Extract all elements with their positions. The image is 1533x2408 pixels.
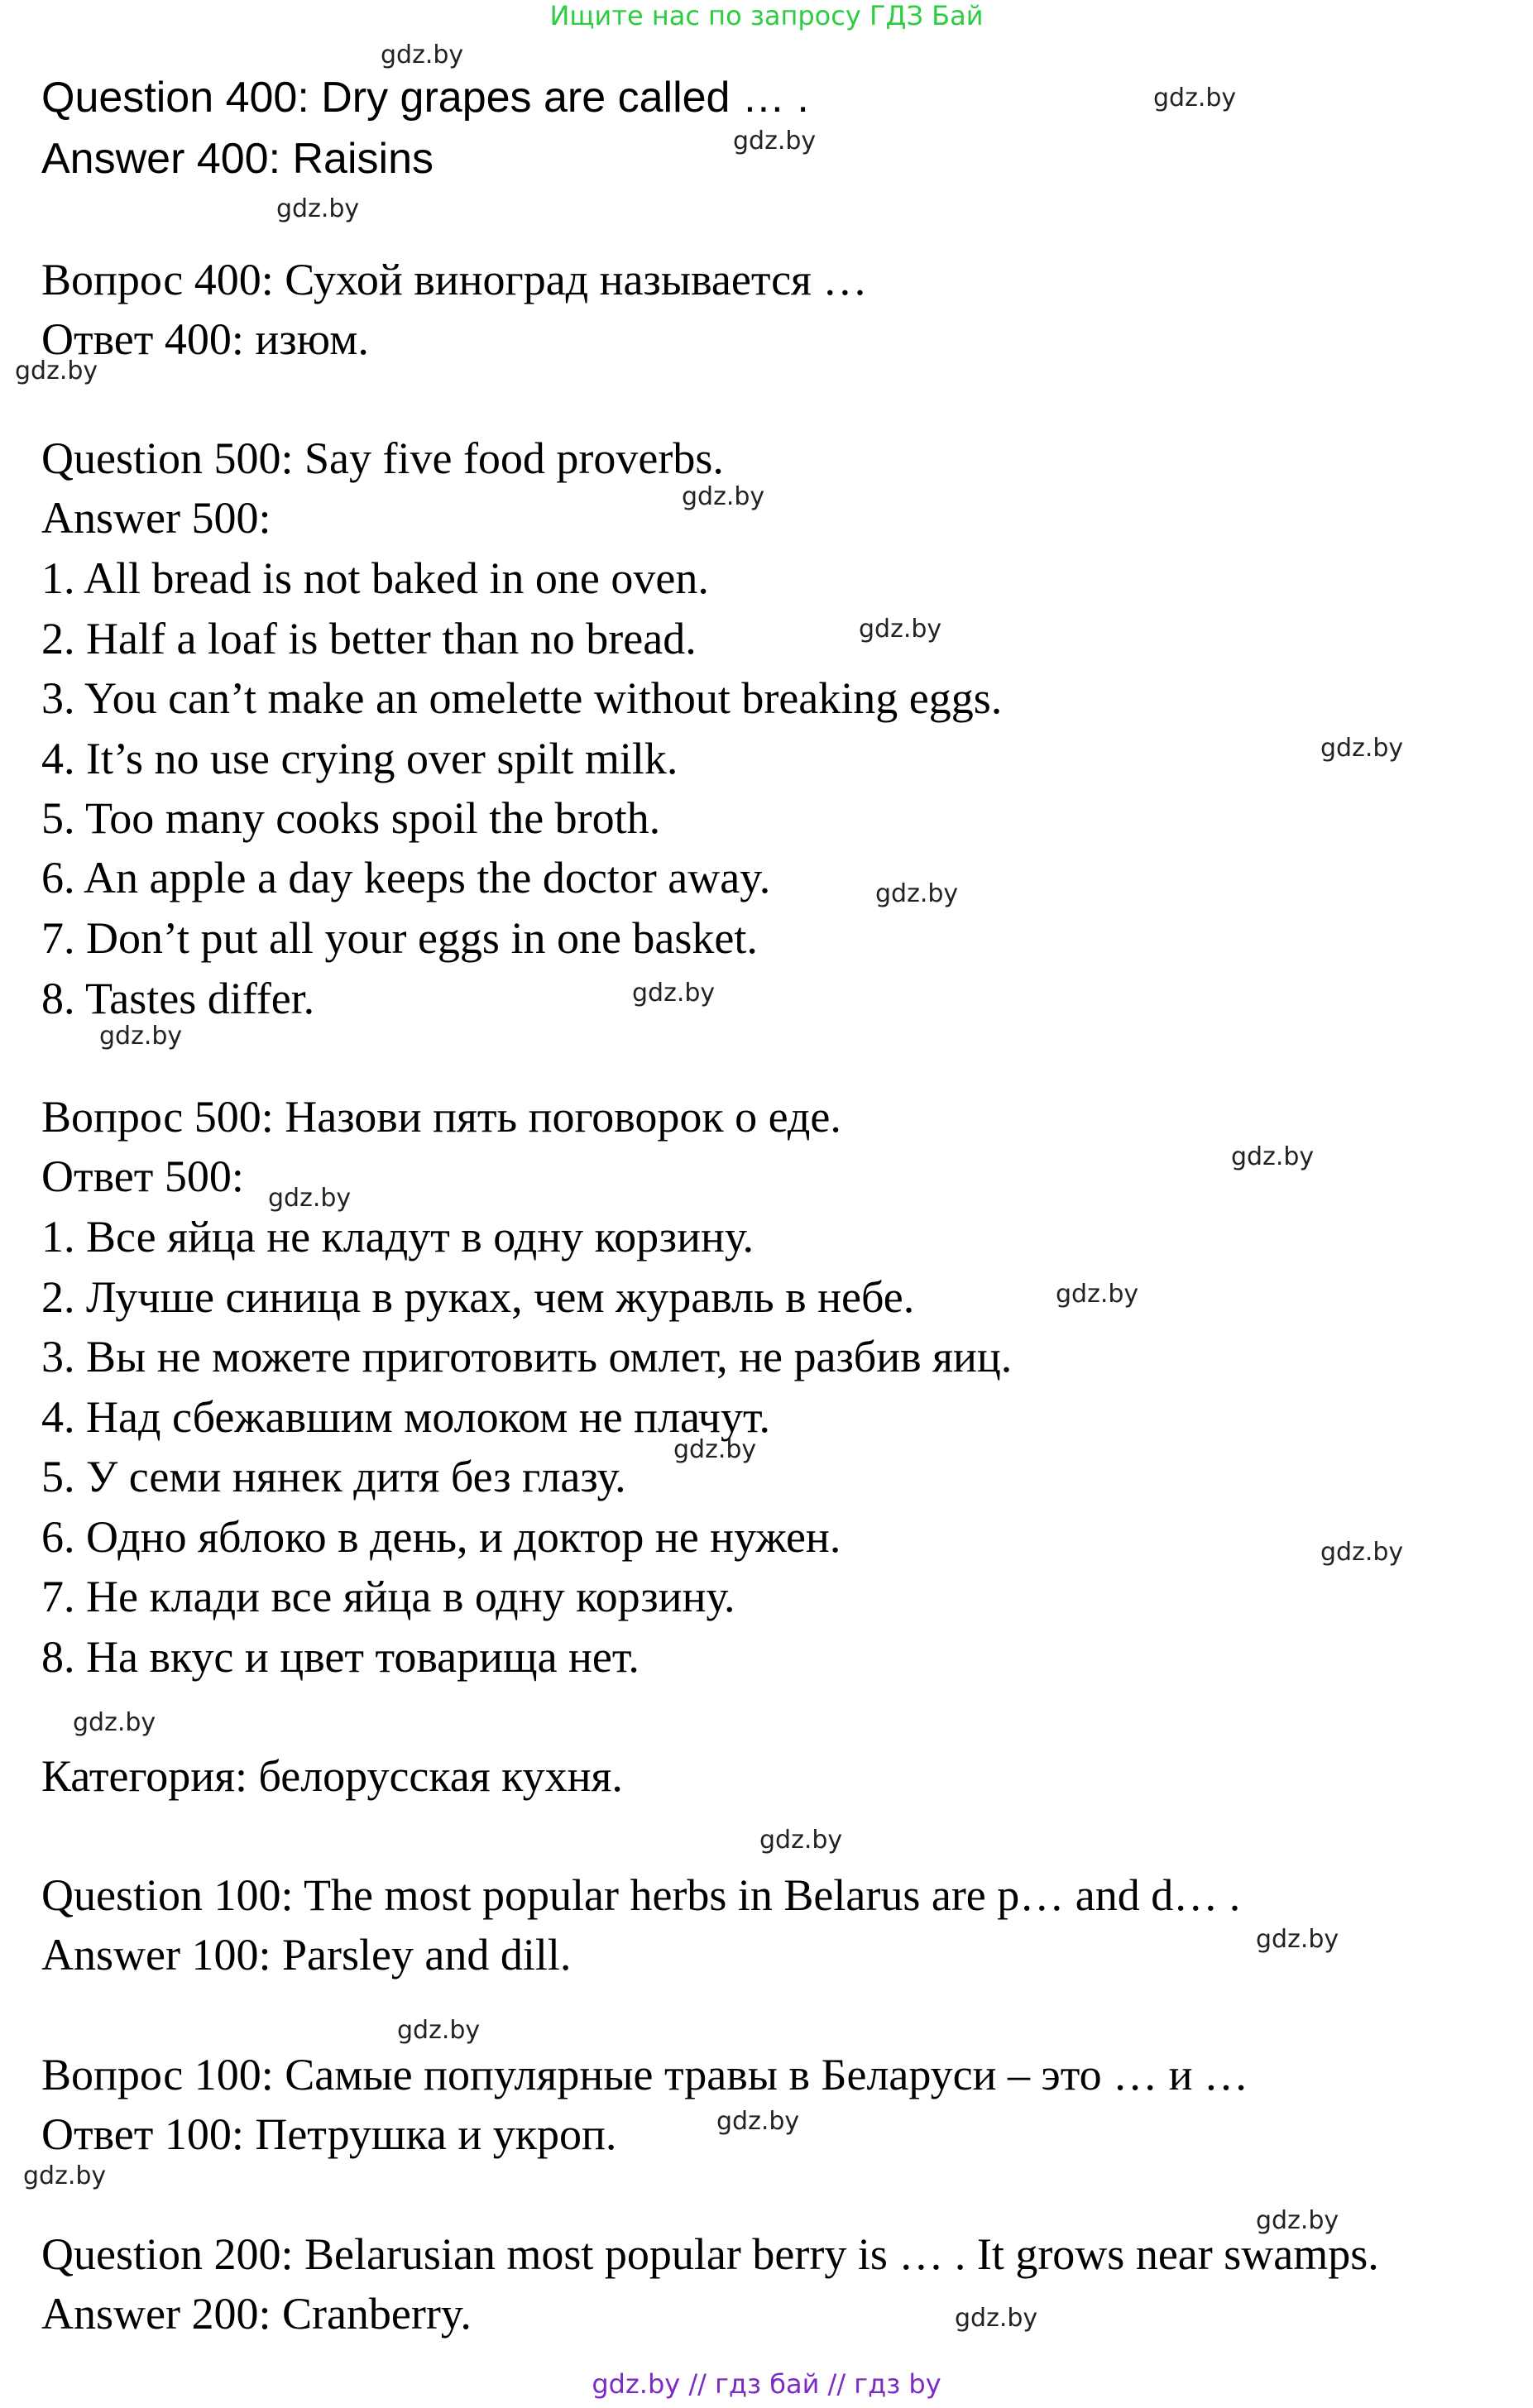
proverb-ru-6: 6. Одно яблоко в день, и доктор не нужен. xyxy=(41,1512,841,1562)
answer-400-en: Answer 400: Raisins xyxy=(41,135,434,183)
watermark-text: gdz.by xyxy=(15,357,98,385)
watermark-text: gdz.by xyxy=(682,482,765,511)
question-100-en: Question 100: The most popular herbs in Belarus are p… and d… . xyxy=(41,1870,1241,1920)
proverb-en-3: 3. You can’t make an omelette without breaking eggs. xyxy=(41,673,1003,723)
watermark-text: gdz.by xyxy=(759,1826,843,1855)
watermark-text: gdz.by xyxy=(268,1184,352,1213)
proverb-ru-1: 1. Все яйца не кладут в одну корзину. xyxy=(41,1212,754,1261)
question-500-en: Question 500: Say five food proverbs. xyxy=(41,433,724,483)
watermark-text: gdz.by xyxy=(733,127,817,156)
watermark-text: gdz.by xyxy=(1256,2206,1339,2235)
top-banner: Ищите нас по запросу ГДЗ Бай xyxy=(549,0,984,31)
answer-400-ru: Ответ 400: изюм. xyxy=(41,314,369,364)
answer-500-ru: Ответ 500: xyxy=(41,1151,244,1201)
watermark-text: gdz.by xyxy=(23,2161,107,2190)
proverb-en-5: 5. Too many cooks spoil the broth. xyxy=(41,793,661,843)
proverb-ru-4: 4. Над сбежавшим молоком не плачут. xyxy=(41,1392,770,1442)
question-400-ru: Вопрос 400: Сухой виноград называется … xyxy=(41,255,868,304)
proverb-en-2: 2. Half a loaf is better than no bread. xyxy=(41,614,697,663)
watermark-text: gdz.by xyxy=(99,1022,183,1051)
watermark-text: gdz.by xyxy=(397,2016,481,2045)
question-400-en: Question 400: Dry grapes are called … . xyxy=(41,74,809,122)
watermark-text: gdz.by xyxy=(1320,1538,1404,1567)
answer-200-en: Answer 200: Cranberry. xyxy=(41,2289,472,2339)
bottom-banner: gdz.by // гдз бай // гдз by xyxy=(592,2368,941,2400)
watermark-text: gdz.by xyxy=(1256,1925,1339,1954)
watermark-text: gdz.by xyxy=(955,2304,1038,2333)
watermark-text: gdz.by xyxy=(673,1435,757,1464)
proverb-ru-2: 2. Лучше синица в руках, чем журавль в небе. xyxy=(41,1272,915,1322)
watermark-text: gdz.by xyxy=(276,194,360,223)
watermark-text: gdz.by xyxy=(1320,734,1404,763)
question-500-ru: Вопрос 500: Назови пять поговорок о еде. xyxy=(41,1092,841,1142)
watermark-text: gdz.by xyxy=(381,41,464,69)
category-heading: Категория: белорусская кухня. xyxy=(41,1751,623,1801)
proverb-en-1: 1. All bread is not baked in one oven. xyxy=(41,553,709,603)
proverb-ru-5: 5. У семи нянек дитя без глазу. xyxy=(41,1452,626,1501)
answer-500-en: Answer 500: xyxy=(41,493,271,543)
question-100-ru: Вопрос 100: Самые популярные травы в Беларуси – это … и … xyxy=(41,2050,1249,2099)
proverb-ru-7: 7. Не клади все яйца в одну корзину. xyxy=(41,1572,735,1621)
watermark-text: gdz.by xyxy=(73,1708,156,1737)
watermark-text: gdz.by xyxy=(632,979,716,1008)
answer-100-ru: Ответ 100: Петрушка и укроп. xyxy=(41,2109,617,2159)
watermark-text: gdz.by xyxy=(1056,1280,1139,1309)
question-200-en: Question 200: Belarusian most popular berry is … . It grows near swamps. xyxy=(41,2229,1379,2279)
watermark-text: gdz.by xyxy=(859,615,942,644)
proverb-en-6: 6. An apple a day keeps the doctor away. xyxy=(41,853,771,902)
watermark-text: gdz.by xyxy=(1231,1142,1315,1171)
answer-100-en: Answer 100: Parsley and dill. xyxy=(41,1930,572,1980)
watermark-text: gdz.by xyxy=(875,879,959,908)
proverb-en-4: 4. It’s no use crying over spilt milk. xyxy=(41,734,678,783)
watermark-text: gdz.by xyxy=(716,2107,800,2136)
proverb-en-7: 7. Don’t put all your eggs in one basket. xyxy=(41,913,758,963)
proverb-ru-8: 8. На вкус и цвет товарища нет. xyxy=(41,1632,640,1682)
proverb-ru-3: 3. Вы не можете приготовить омлет, не разбив яиц. xyxy=(41,1332,1013,1381)
watermark-text: gdz.by xyxy=(1153,84,1237,113)
proverb-en-8: 8. Tastes differ. xyxy=(41,974,315,1023)
